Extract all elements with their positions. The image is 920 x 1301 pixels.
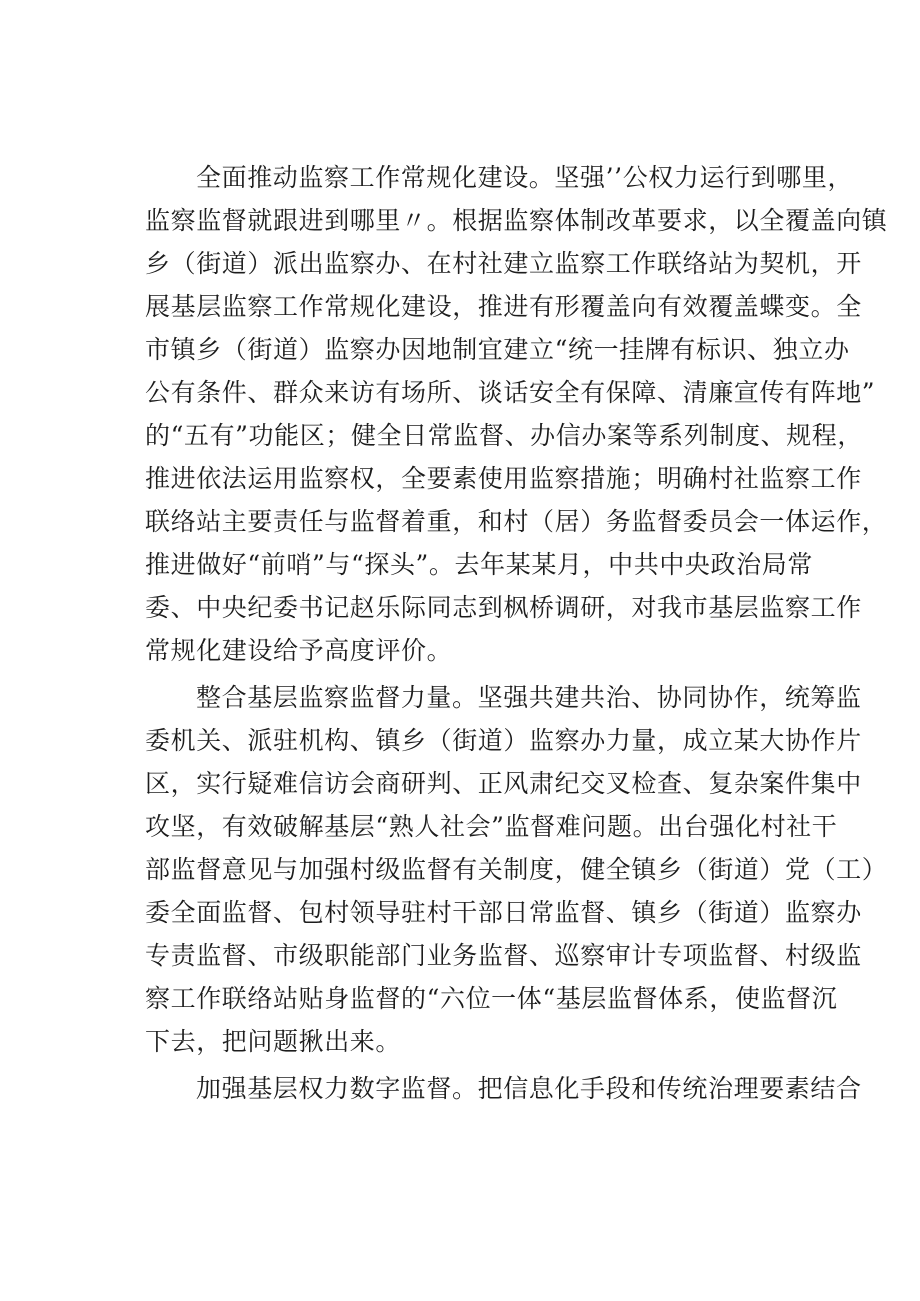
paragraph-line: 委、中央纪委书记赵乐际同志到枫桥调研，对我市基层监察工作: [145, 593, 862, 622]
paragraph-line: 下去，把问题揪出来。: [145, 1027, 402, 1056]
paragraph-line: 委全面监督、包村领导驻村干部日常监督、镇乡（街道）监察办: [145, 898, 862, 927]
paragraph-line: 的“五有”功能区；健全日常监督、办信办案等系列制度、规程，: [145, 421, 863, 450]
paragraph-line: 全面推动监察工作常规化建设。坚强’’公权力运行到哪里，: [196, 163, 854, 192]
paragraph-line: 联络站主要责任与监督着重，和村（居）务监督委员会一体运作，: [145, 507, 888, 536]
paragraph-line: 常规化建设给予高度评价。: [145, 636, 453, 665]
paragraph-line: 区，实行疑难信访会商研判、正风肃纪交叉检查、复杂案件集中: [145, 769, 862, 798]
paragraph-line: 乡（街道）派出监察办、在村社建立监察工作联络站为契机，开: [145, 249, 862, 278]
paragraph-line: 监察监督就跟进到哪里〃。根据监察体制改革要求，以全覆盖向镇: [145, 206, 888, 235]
paragraph-line: 市镇乡（街道）监察办因地制宜建立“统一挂牌有标识、独立办: [145, 335, 850, 364]
paragraph-line: 展基层监察工作常规化建设，推进有形覆盖向有效覆盖蝶变。全: [145, 292, 862, 321]
paragraph-line: 委机关、派驻机构、镇乡（街道）监察办力量，成立某大协作片: [145, 726, 862, 755]
paragraph-line: 攻坚，有效破解基层“熟人社会”监督难问题。出台强化村社干: [145, 812, 838, 841]
paragraph-line: 推进做好“前哨”与“探头”。去年某某月，中共中央政治局常: [145, 550, 813, 579]
paragraph-line: 推进依法运用监察权，全要素使用监察措施；明确村社监察工作: [145, 464, 862, 493]
paragraph-line: 部监督意见与加强村级监督有关制度，健全镇乡（街道）党（工）: [145, 855, 888, 884]
paragraph-line: 察工作联络站贴身监督的“六位一体“基层监督体系，使监督沉: [145, 984, 838, 1013]
paragraph-line: 整合基层监察监督力量。坚强共建共治、协同协作，统筹监: [196, 683, 862, 712]
paragraph-line: 加强基层权力数字监督。把信息化手段和传统治理要素结合: [196, 1074, 862, 1103]
paragraph-line: 公有条件、群众来访有场所、谈话安全有保障、清廉宣传有阵地”: [145, 378, 876, 407]
paragraph-line: 专责监督、市级职能部门业务监督、巡察审计专项监督、村级监: [145, 941, 862, 970]
